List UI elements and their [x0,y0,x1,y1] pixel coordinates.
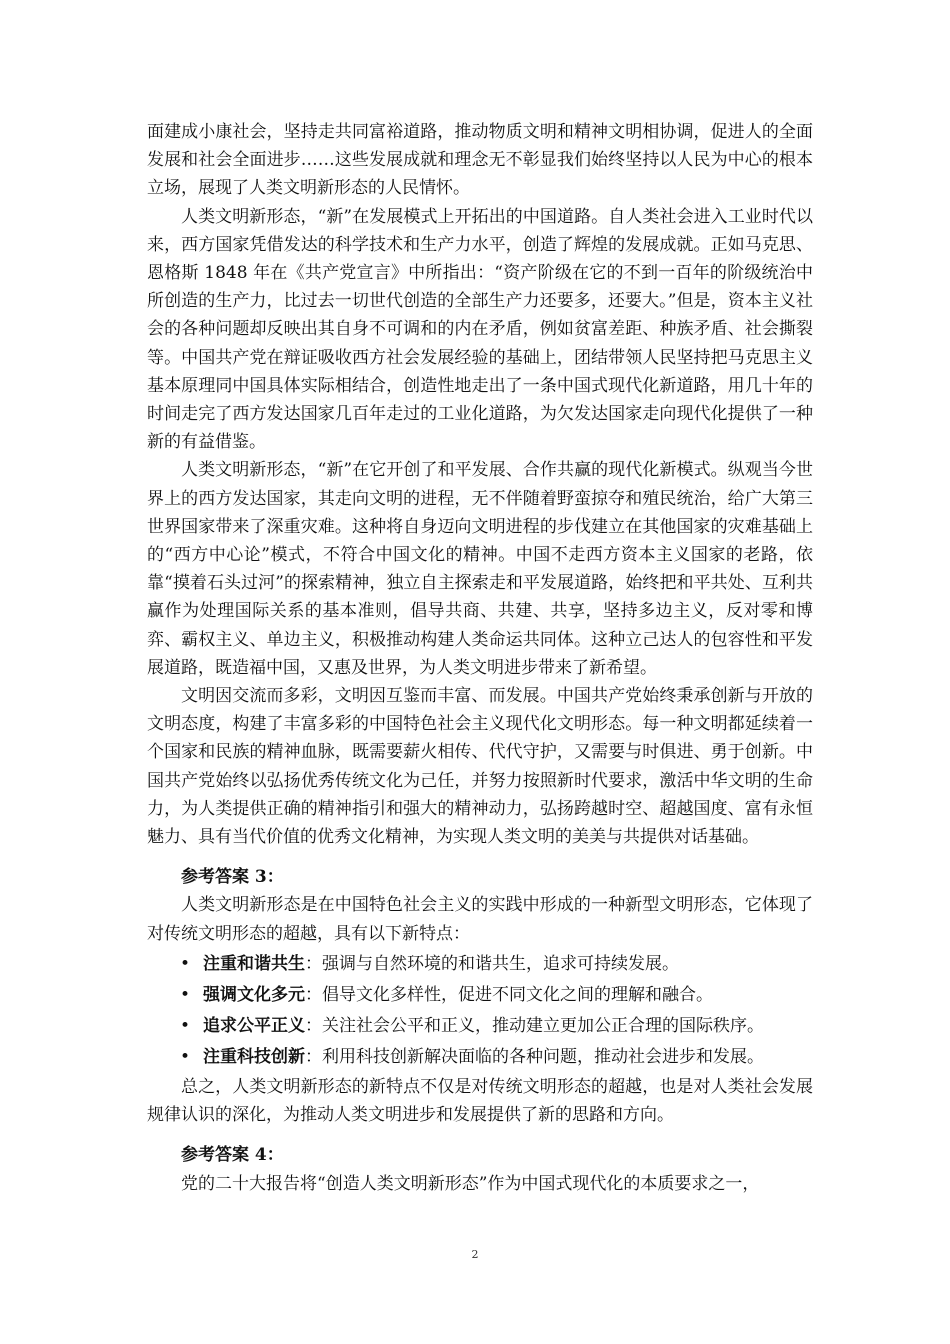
answer-3-feature-list [147,949,813,1073]
paragraph-peaceful-development: 人类文明新形态，“新”在它开创了和平发展、合作共赢的现代化新模式。纵观当今世界上的西方发达国家，其走向文明的进程，无不伴随着野蛮掠夺和殖民统治，给广大第三世界国家带来了深重灾难。这种将自身迈向文明进程的步伐建立在其他国家的灾难基础上的“西方中心论”模式，不符合中国文化的精神。中国不走西方资本主义国家的老路，依靠“摸着石头过河”的探索精神，独立自主探索走和平发展道路，始终把和平共处、互利共赢作为处理国际关系的基本准则，倡导共商、共建、共享，坚持多边主义，反对零和博弈、霸权主义、单边主义，积极推动构建人类命运共同体。这种立己达人的包容性和平发展道路，既造福中国，又惠及世界，为人类文明进步带来了新希望。 [147,460,813,678]
paragraph-continuation: 面建成小康社会，坚持走共同富裕道路，推动物质文明和精神文明相协调，促进人的全面发展和社会全面进步……这些发展成就和理念无不彰显我们始终坚持以人民为中心的根本立场，展现了人类文明新形态的人民情怀。 [147,122,813,199]
paragraph-development-model: 人类文明新形态，“新”在发展模式上开拓出的中国道路。自人类社会进入工业时代以来，西方国家凭借发达的科学技术和生产力水平，创造了辉煌的发展成就。正如马克思、恩格斯 1848 年在《共产党宣言》中所指出：“资产阶级在它的不到一百年的阶级统治中所创造的生产力，比过去一切世代创造的全部生产力还要多，还要大。”但是，资本主义社会的各种问题却反映出其自身不可调和的内在矛盾，例如贫富差距、种族矛盾、社会撕裂等。中国共产党在辩证吸收西方社会发展经验的基础上，团结带领人民坚持把马克思主义基本原理同中国具体实际相结合，创造性地走出了一条中国式现代化新道路，用几十年的时间走完了西方发达国家几百年走过的工业化道路，为欠发达国家走向现代化提供了一种新的有益借鉴。 [147,206,813,453]
answer-3-intro: 人类文明新形态是在中国特色社会主义的实践中形成的一种新型文明形态，它体现了对传统文明形态的超越，具有以下新特点： [147,895,813,944]
answer-4-heading: 参考答案 4： [181,1145,284,1166]
bullet-icon: • [180,984,191,1005]
feature-description: ：倡导文化多样性，促进不同文化之间的理解和融合。 [305,984,713,1005]
feature-term: 注重和谐共生 [203,953,305,974]
feature-term: 注重科技创新 [203,1046,305,1067]
answer-4-intro: 党的二十大报告将“创造人类文明新形态”作为中国式现代化的本质要求之一， [181,1173,760,1194]
feature-term: 强调文化多元 [203,984,305,1005]
document-body [147,118,813,1198]
bullet-icon: • [180,953,191,974]
bullet-icon: • [180,1015,191,1036]
list-item [147,1011,813,1042]
list-item [147,980,813,1011]
bullet-icon: • [180,1046,191,1067]
paragraph-civilization-exchange: 文明因交流而多彩，文明因互鉴而丰富、而发展。中国共产党始终秉承创新与开放的文明态度，构建了丰富多彩的中国特色社会主义现代化文明形态。每一种文明都延续着一个国家和民族的精神血脉，既需要薪火相传、代代守护，又需要与时俱进、勇于创新。中国共产党始终以弘扬优秀传统文化为己任，并努力按照新时代要求，激活中华文明的生命力，为人类提供正确的精神指引和强大的精神动力，弘扬跨越时空、超越国度、富有永恒魅力、具有当代价值的优秀文化精神，为实现人类文明的美美与共提供对话基础。 [147,686,813,848]
feature-description: ：关注社会公平和正义，推动建立更加公正合理的国际秩序。 [305,1015,764,1036]
list-item [147,1042,813,1073]
feature-description: ：强调与自然环境的和谐共生，追求可持续发展。 [305,953,679,974]
answer-3-heading: 参考答案 3： [181,867,284,888]
list-item [147,949,813,980]
feature-description: ：利用科技创新解决面临的各种问题，推动社会进步和发展。 [305,1046,764,1067]
page-number: 2 [471,1248,479,1261]
feature-term: 追求公平正义 [203,1015,305,1036]
answer-3-conclusion: 总之，人类文明新形态的新特点不仅是对传统文明形态的超越，也是对人类社会发展规律认识的深化，为推动人类文明进步和发展提供了新的思路和方向。 [147,1076,813,1126]
